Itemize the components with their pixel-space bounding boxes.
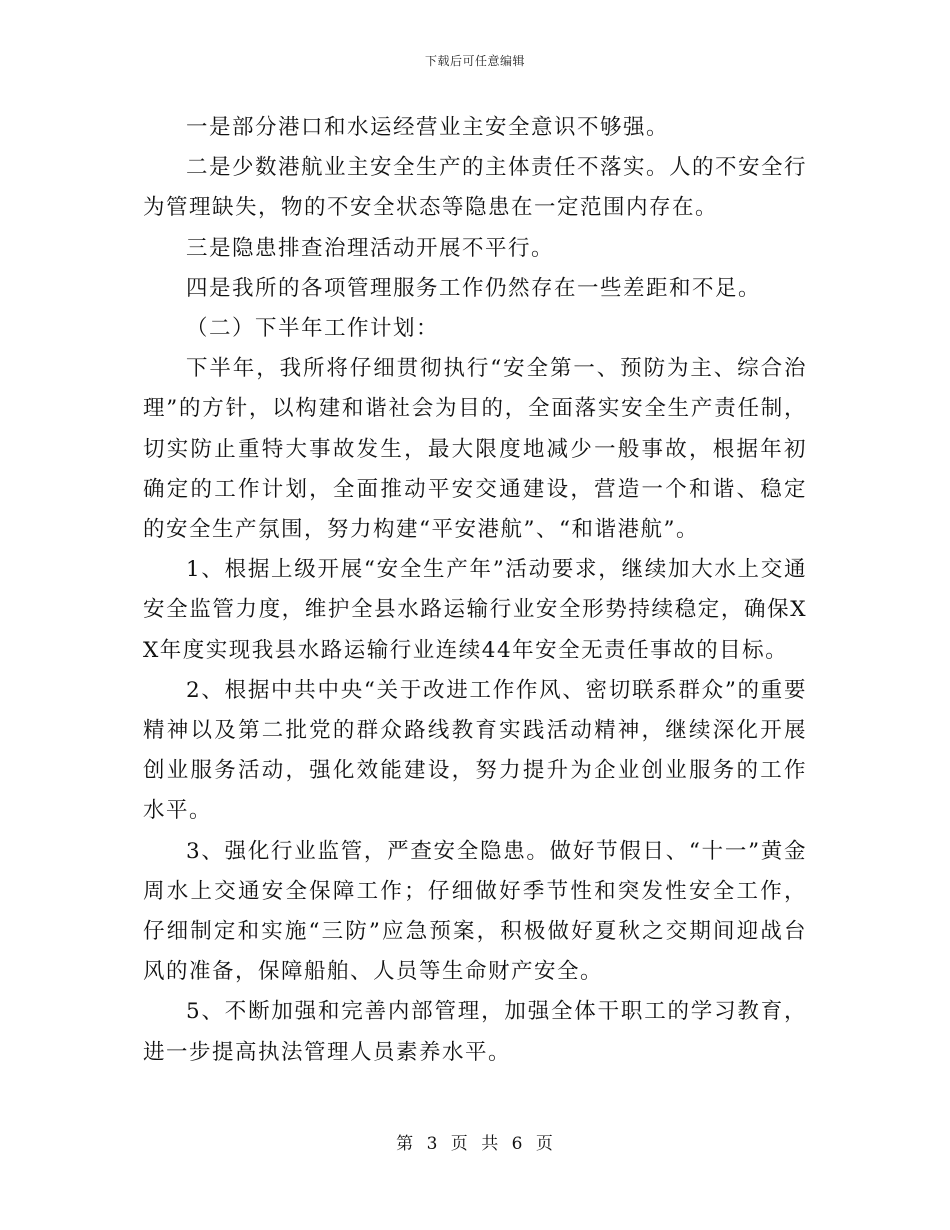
- list-item: 2、根据中共中央“关于改进工作作风、密切联系群众”的重要精神以及第二批党的群众路线教育实践活动精神，继续深化开展创业服务活动，强化效能建设，努力提升为企业创业服务的工作水平。: [143, 677, 807, 824]
- list-item: 5、不断加强和完善内部管理，加强全体干职工的学习教育，进一步提高执法管理人员素养水平。: [143, 999, 807, 1065]
- paragraph: 一是部分港口和水运经营业主安全意识不够强。: [186, 115, 670, 140]
- paragraph: 三是隐患排查治理活动开展不平行。: [186, 235, 555, 261]
- section-heading: （二）下半年工作计划：: [186, 316, 440, 342]
- list-item: 3、强化行业监管，严查安全隐患。做好节假日、“十一”黄金周水上交通安全保障工作；仔细做好季节性和突发性安全工作，仔细制定和实施“三防”应急预案，积极做好夏秋之交期间迎战台风的准备，保障船舶、人员等生命财产安全。: [143, 838, 807, 985]
- paragraph: 四是我所的各项管理服务工作仍然存在一些差距和不足。: [186, 275, 762, 301]
- paragraph: 下半年，我所将仔细贯彻执行“安全第一、预防为主、综合治理”的方针，以构建和谐社会为目的，全面落实安全生产责任制，切实防止重特大事故发生，最大限度地减少一般事故，根据年初确定的工作计划，全面推动平安交通建设，营造一个和谐、稳定的安全生产氛围，努力构建“平安港航”、“和谐港航”。: [143, 356, 807, 543]
- page-number: 第 3 页 共 6 页: [396, 1134, 554, 1154]
- list-item: 1、根据上级开展“安全生产年”活动要求，继续加大水上交通安全监管力度，维护全县水路运输行业安全形势持续稳定，确保XX年度实现我县水路运输行业连续44年安全无责任事故的目标。: [143, 557, 807, 663]
- paragraph: 二是少数港航业主安全生产的主体责任不落实。人的不安全行为管理缺失，物的不安全状态等隐患在一定范围内存在。: [143, 155, 808, 221]
- page-header: 下载后可任意编辑: [424, 54, 525, 68]
- document-body: [143, 108, 807, 1073]
